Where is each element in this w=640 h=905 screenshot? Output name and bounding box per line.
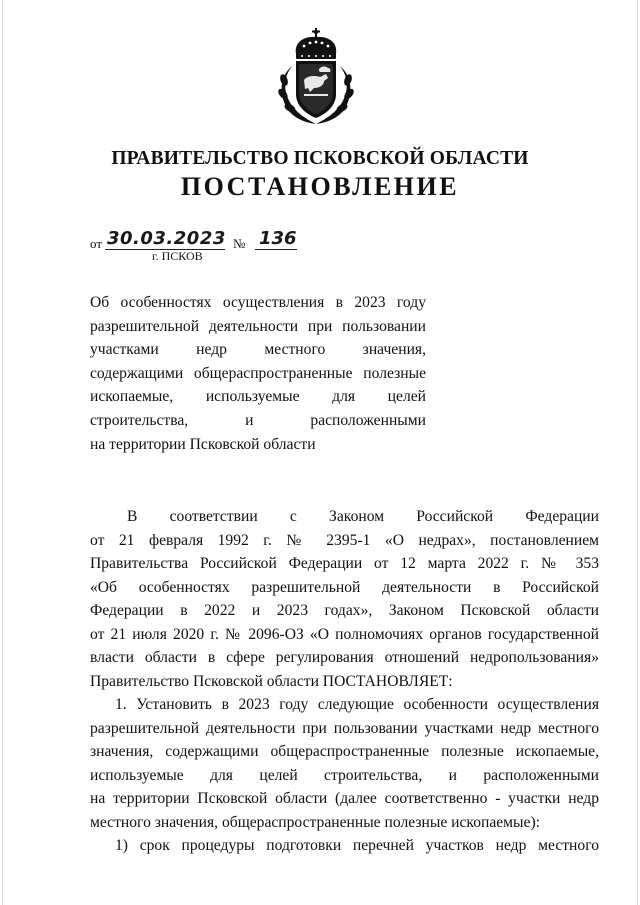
subject-line: Об особенностях осуществления в 2023 году — [90, 294, 426, 311]
document-body — [90, 505, 599, 858]
date-prefix: от — [90, 236, 103, 251]
body-line: «Об особенностях разрешительной деятельности в Российской — [90, 578, 599, 596]
city-label: г. ПСКОВ — [152, 249, 203, 263]
subject-line: содержащими общераспространенные полезные — [90, 364, 426, 382]
date-number-row — [90, 228, 350, 252]
scan-edge-right — [637, 0, 638, 905]
body-line: Правительство Псковской области ПОСТАНОВЛЯЕТ: — [90, 672, 453, 690]
body-line: разрешительной деятельности при пользовании участками недр местного — [90, 719, 599, 737]
scan-edge-left — [2, 0, 3, 905]
body-line: 1. Установить в 2023 году следующие особенности осуществления — [115, 696, 599, 713]
coat-of-arms-emblem — [274, 28, 358, 126]
subject-line: строительства, и расположенными — [90, 411, 426, 429]
document-number-handwritten: 136 — [255, 228, 297, 250]
body-line: используемые для целей строительства, и расположенными — [90, 766, 599, 784]
subject-line: на территории Псковской области — [90, 435, 316, 453]
body-line: на территории Псковской области (далее соответственно - участки недр — [90, 790, 599, 807]
body-line: местного значения, общераспространенные полезные ископаемые): — [90, 813, 540, 831]
subject-line: участками недр местного значения, — [90, 341, 426, 359]
body-line: В соответствии с Законом Российской Федерации — [127, 508, 599, 525]
document-date-handwritten: 30.03.2023 — [107, 228, 226, 249]
body-line: Федерации в 2022 и 2023 годах», Законом Псковской области — [90, 602, 599, 619]
body-line: Правительства Российской Федерации от 12 марта 2022 г. № 353 — [90, 555, 599, 572]
number-prefix: № — [233, 236, 246, 251]
body-line: от 21 февраля 1992 г. № 2395-1 «О недрах», постановлением — [90, 531, 599, 549]
body-line: 1) срок процедуры подготовки перечней участков недр местного — [115, 837, 599, 854]
subject-line: разрешительной деятельности при пользовании — [90, 317, 426, 335]
body-line: от 21 июля 2020 г. № 2096-ОЗ «О полномочиях органов государственной — [90, 625, 599, 643]
subject-line: ископаемые, используемые для целей — [90, 388, 426, 406]
organization-title: ПРАВИТЕЛЬСТВО ПСКОВСКОЙ ОБЛАСТИ — [111, 148, 529, 169]
document-subject — [90, 291, 426, 456]
document-type-title: ПОСТАНОВЛЕНИЕ — [180, 172, 460, 201]
body-line: власти области в сфере регулирования отношений недропользования» — [90, 649, 599, 666]
body-line: значения, содержащими общераспространенные полезные ископаемые, — [90, 743, 599, 760]
